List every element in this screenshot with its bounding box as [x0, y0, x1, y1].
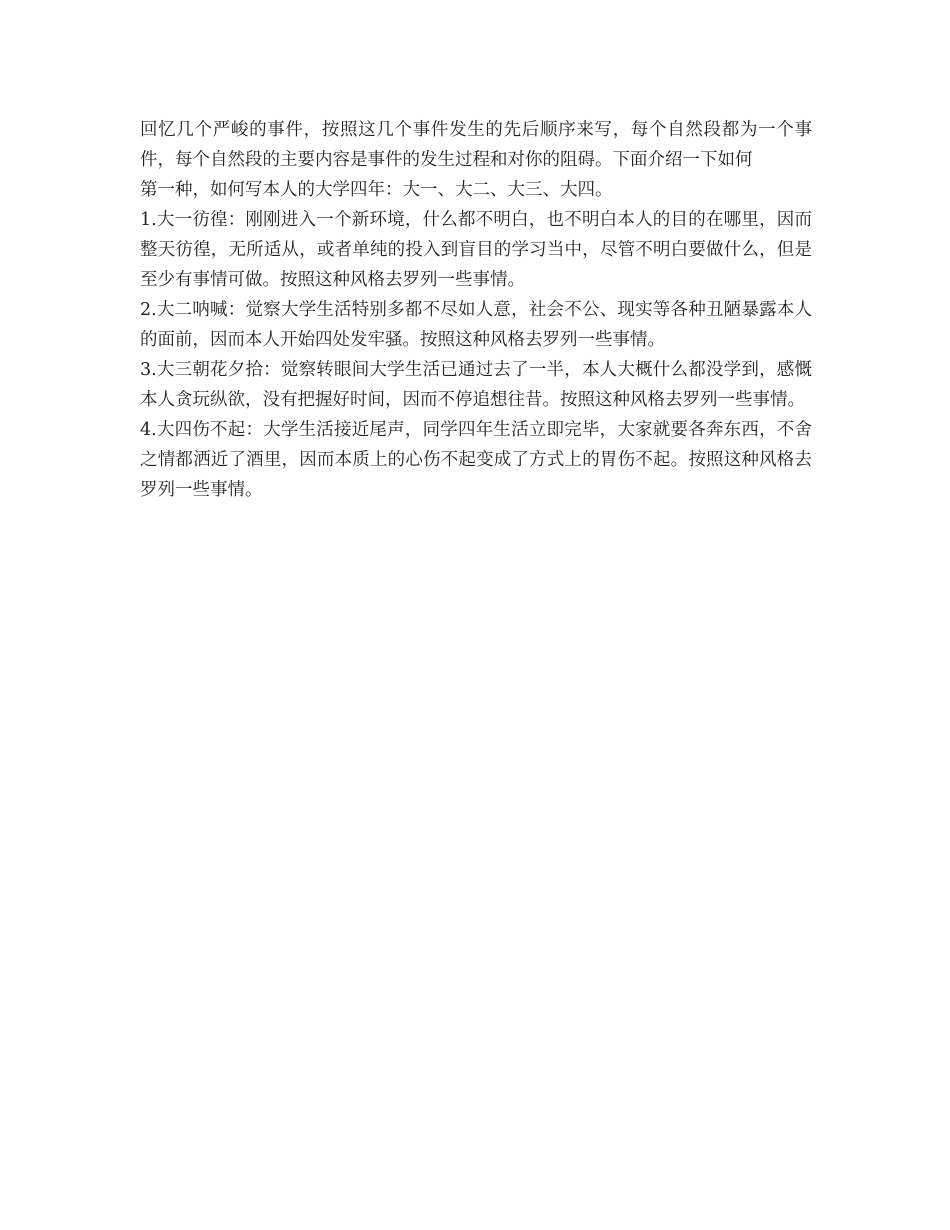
list-item-senior: 4.大四伤不起：大学生活接近尾声，同学四年生活立即完毕，大家就要各奔东西，不舍之情都洒近了酒里，因而本质上的心伤不起变成了方式上的胃伤不起。按照这种风格去罗列一些事情。 [140, 420, 812, 500]
document-body [140, 115, 812, 505]
list-item-junior: 3.大三朝花夕拾：觉察转眼间大学生活已通过去了一半，本人大概什么都没学到，感慨本人贪玩纵欲，没有把握好时间，因而不停追想往昔。按照这种风格去罗列一些事情。 [140, 360, 812, 410]
list-item-freshman: 1.大一彷徨：刚刚进入一个新环境，什么都不明白，也不明白本人的目的在哪里，因而整天彷徨，无所适从，或者单纯的投入到盲目的学习当中，尽管不明白要做什么，但是至少有事情可做。按照这种风格去罗列一些事情。 [140, 210, 812, 290]
list-item-sophomore: 2.大二呐喊：觉察大学生活特别多都不尽如人意，社会不公、现实等各种丑陋暴露本人的面前，因而本人开始四处发牢骚。按照这种风格去罗列一些事情。 [140, 300, 812, 350]
method-one-paragraph: 第一种，如何写本人的大学四年：大一、大二、大三、大四。 [140, 180, 613, 200]
intro-paragraph: 回忆几个严峻的事件，按照这几个事件发生的先后顺序来写，每个自然段都为一个事件，每个自然段的主要内容是事件的发生过程和对你的阻碍。下面介绍一下如何 [140, 120, 812, 170]
